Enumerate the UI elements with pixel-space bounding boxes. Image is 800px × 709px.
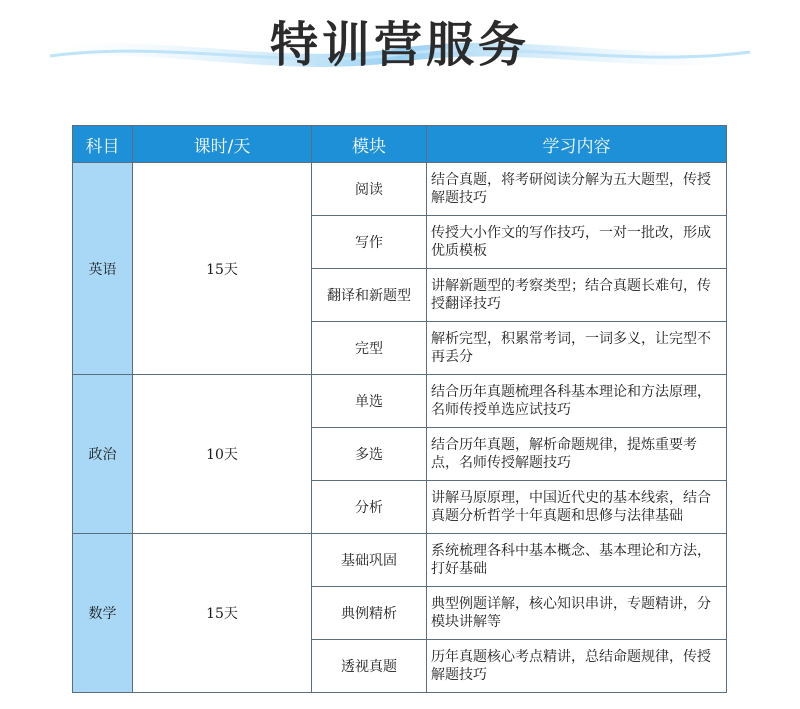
module-cell: 多选 [312,428,427,481]
subject-cell: 英语 [73,163,133,375]
subject-cell: 数学 [73,534,133,693]
module-cell: 完型 [312,322,427,375]
module-cell: 典例精析 [312,587,427,640]
module-cell: 阅读 [312,163,427,216]
module-cell: 透视真题 [312,640,427,693]
page-header [0,0,800,90]
content-cell: 讲解马原原理，中国近代史的基本线索，结合真题分析哲学十年真题和思修与法律基础 [427,481,727,534]
hours-cell: 15天 [133,534,312,693]
page-title: 特训营服务 [269,17,530,73]
content-cell: 历年真题核心考点精讲，总结命题规律，传授解题技巧 [427,640,727,693]
content-cell: 典型例题详解，核心知识串讲，专题精讲，分模块讲解等 [427,587,727,640]
content-cell: 结合历年真题梳理各科基本理论和方法原理，名师传授单选应试技巧 [427,375,727,428]
table-header-row [73,126,727,163]
header-content: 学习内容 [427,126,727,163]
content-cell: 传授大小作文的写作技巧，一对一批改，形成优质模板 [427,216,727,269]
module-cell: 单选 [312,375,427,428]
table-row [73,375,727,428]
content-cell: 讲解新题型的考察类型；结合真题长难句，传授翻译技巧 [427,269,727,322]
content-cell: 解析完型，积累常考词，一词多义，让完型不再丢分 [427,322,727,375]
table-row [73,163,727,216]
module-cell: 分析 [312,481,427,534]
service-table [72,125,727,693]
hours-cell: 15天 [133,163,312,375]
module-cell: 基础巩固 [312,534,427,587]
header-hours: 课时/天 [133,126,312,163]
content-cell: 结合历年真题，解析命题规律，提炼重要考点，名师传授解题技巧 [427,428,727,481]
hours-cell: 10天 [133,375,312,534]
header-subject: 科目 [73,126,133,163]
table-row [73,534,727,587]
header-module: 模块 [312,126,427,163]
subject-cell: 政治 [73,375,133,534]
content-cell: 系统梳理各科中基本概念、基本理论和方法，打好基础 [427,534,727,587]
module-cell: 写作 [312,216,427,269]
module-cell: 翻译和新题型 [312,269,427,322]
content-cell: 结合真题，将考研阅读分解为五大题型，传授解题技巧 [427,163,727,216]
